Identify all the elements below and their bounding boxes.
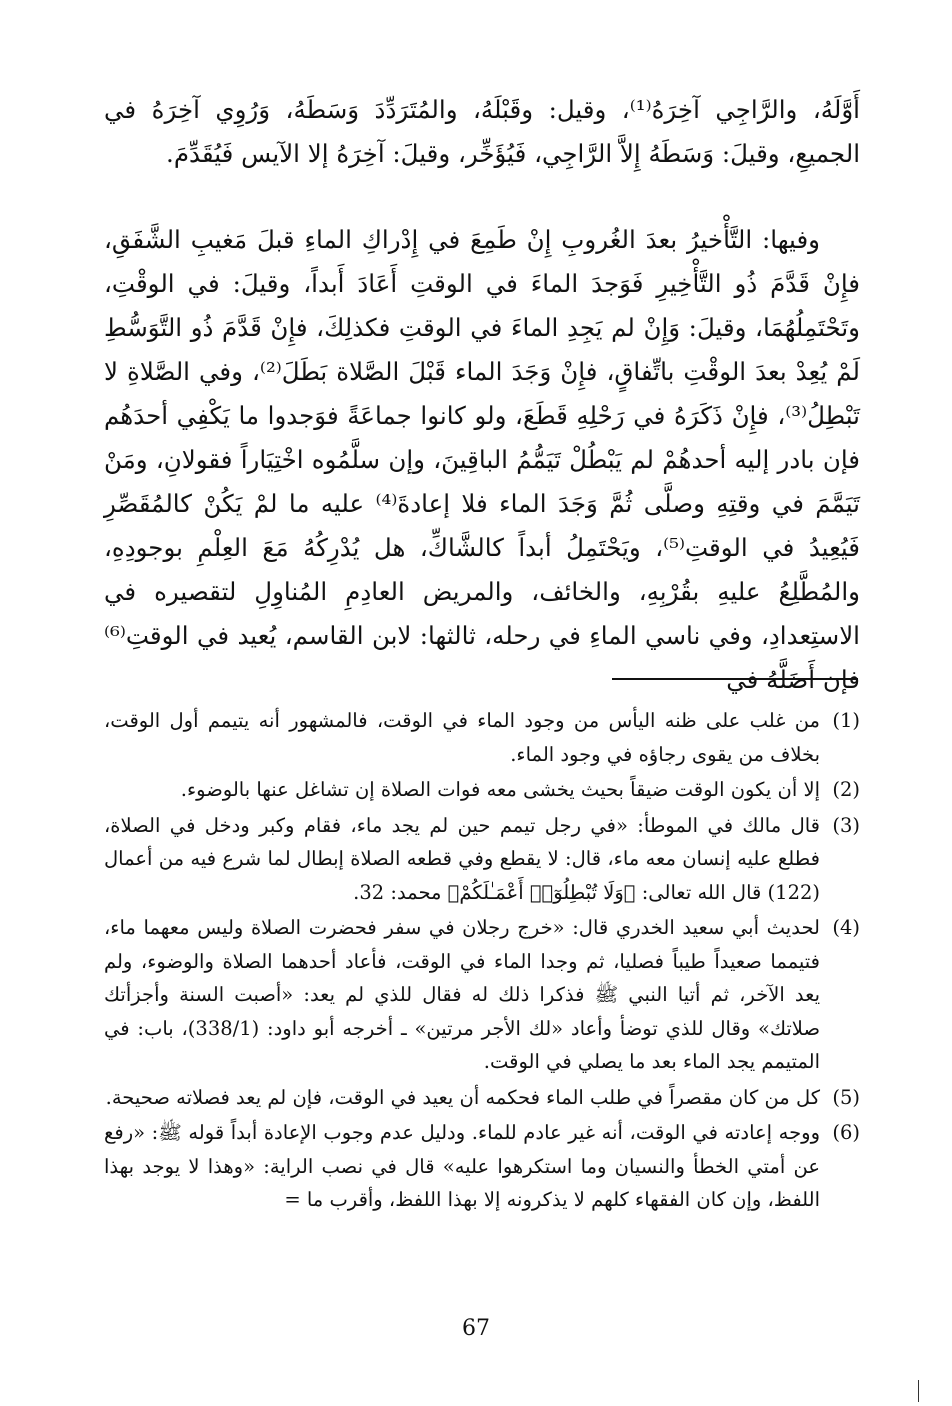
footnote-2 xyxy=(104,773,860,807)
footnote-text: لحديث أبي سعيد الخدري قال: «خرج رجلان في سفر فحضرت الصلاة وليس معهما ماء، فتيمما صعيداً طيباً فصليا، ثم وجدا الماء في الوقت، فأعاد أحدهما الصلاة والوضوء، ولم يعد الآخر، ثم أتيا النبي ﷺ فذكرا ذلك له فقال للذي لم يعد: «أصبت السنة وأجزأتك صلاتك» وقال للذي توضأ وأعاد «لك الأجر مرتين» ـ أخرجه أبو داود: (338/1)، باب: في المتيمم يجد الماء بعد ما يصلي في الوقت. xyxy=(104,916,821,1073)
footnote-text: كل من كان مقصراً في طلب الماء فحكمه أن يعيد في الوقت، فإن لم يعد فصلاته صحيحة. xyxy=(105,1085,820,1109)
main-text-block-1 xyxy=(104,88,860,176)
footnote-4 xyxy=(104,911,860,1079)
footnote-text: من غلب على ظنه اليأس من وجود الماء في الوقت، فالمشهور أنه يتيمم أول الوقت، بخلاف من يقوى رجاؤه في وجود الماء. xyxy=(104,709,820,766)
footnote-6 xyxy=(104,1116,860,1217)
footnote-text: ووجه إعادته في الوقت، أنه غير عادم للماء. ودليل عدم وجوب الإعادة أبداً قوله ﷺ: «رفع عن أمتي الخطأ والنسيان وما استكرهوا عليه» قال في نصب الراية: «وهذا لا يوجد بهذا اللفظ، وإن كان الفقهاء كلهم لا يذكرونه إلا بهذا اللفظ، وأقرب ما = xyxy=(104,1121,820,1211)
scan-margin-mark xyxy=(918,1380,919,1402)
footnote-number: (3) xyxy=(832,813,860,837)
paragraph-2: وفيها: التَّأْخيرُ بعدَ الغُروبِ إِنْ طَمِعَ في إِدْراكِ الماءِ قبلَ مَغيبِ الشَّفَقِ، فإِنْ قَدَّمَ ذُو التَّأْخِيرِ فَوَجدَ الماءَ في الوقتِ أَعَادَ أَبداً، وقيلَ: في الوقْتِ، وتَحْتَمِلُهُمَا، وقيلَ: وَإِنْ لم يَجِدِ الماءَ في الوقتِ فكذلِكَ، فإِنْ قَدَّمَ ذُو التَّوَسُّطِ لَمْ يُعِدْ بعدَ الوقْتِ باتِّفاقٍ، فإِنْ وَجَدَ الماء قَبْلَ الصَّلاة بَطَلَ⁽²⁾، وفي الصَّلاةِ لا تَبْطِلُ⁽³⁾، فإِنْ ذَكَرَهُ في رَحْلِهِ قَطَعَ، ولو كانوا جماعَةً فوَجدوا ما يَكْفِي أحدَهُم فإن بادر إليه أحدهُمْ لم يَبْطُلْ تَيَمُّمُ الباقِينَ، وإن سلَّمُوه اخْتِيَاراً فقولانِ، ومَنْ تَيَمَّمَ في وقتِهِ وصلَّى ثُمَّ وَجَدَ الماء فلا إعادةَ⁽⁴⁾ عليه ما لمْ يَكُنْ كالمُقَصِّرِ فَيُعِيدُ في الوقتِ⁽⁵⁾، ويَحْتَمِلُ أبداً كالشَّاكِّ، هل يُدْرِكُهُ مَعَ العِلْمِ بوجودِهِ، والمُطَّلِعُ عليهِ بقُرْبِهِ، والخائف، والمريض العادِمِ المُناوِلِ لتقصيره في الاستِعدادِ، وفي ناسي الماءِ في رحله، ثالثها: لابن القاسم، يُعيد في الوقتِ⁽⁶⁾ فإن أَضَلَّهُ في xyxy=(104,225,860,694)
footnote-text: قال مالك في الموطأ: «في رجل تيمم حين لم يجد ماء، فقام وكبر ودخل في الصلاة، فطلع عليه إنسان معه ماء، قال: لا يقطع وفي قطعه الصلاة إبطال لما شرع فيه من أعمال (122) قال الله تعالى: ﴿وَلَا تُبْطِلُوٓا۟ أَعْمَـٰلَكُمْ﴾ محمد: 32. xyxy=(104,813,820,904)
footnote-number: (4) xyxy=(832,916,860,939)
page-number: 67 xyxy=(462,1316,490,1341)
footnote-number: (5) xyxy=(832,1085,860,1109)
footnotes xyxy=(104,704,860,1219)
footnote-number: (2) xyxy=(832,778,860,801)
footnote-number: (6) xyxy=(832,1121,860,1144)
footnote-text: إلا أن يكون الوقت ضيقاً بحيث يخشى معه فوات الصلاة إن تشاغل عنها بالوضوء. xyxy=(180,778,820,801)
footnote-number: (1) xyxy=(832,709,860,732)
footnote-5 xyxy=(104,1081,860,1115)
main-text-block-2 xyxy=(104,218,860,702)
footnote-3 xyxy=(104,809,860,910)
paragraph-1: أَوَّلَهُ، والرَّاجِي آخِرَهُ⁽¹⁾، وقيل: وقَبْلَهُ، والمُتَرَدِّدَ وَسَطَهُ، وَرُوِي آخِرَهُ في الجميعِ، وقيلَ: وَسَطَهُ إِلاَّ الرَّاجِي، فَيُؤَخِّر، وقيلَ: آخِرَهُ إلا الآيس فَيُقَدِّمَ. xyxy=(104,95,860,168)
footnote-separator xyxy=(612,678,858,680)
footnote-1 xyxy=(104,704,860,771)
